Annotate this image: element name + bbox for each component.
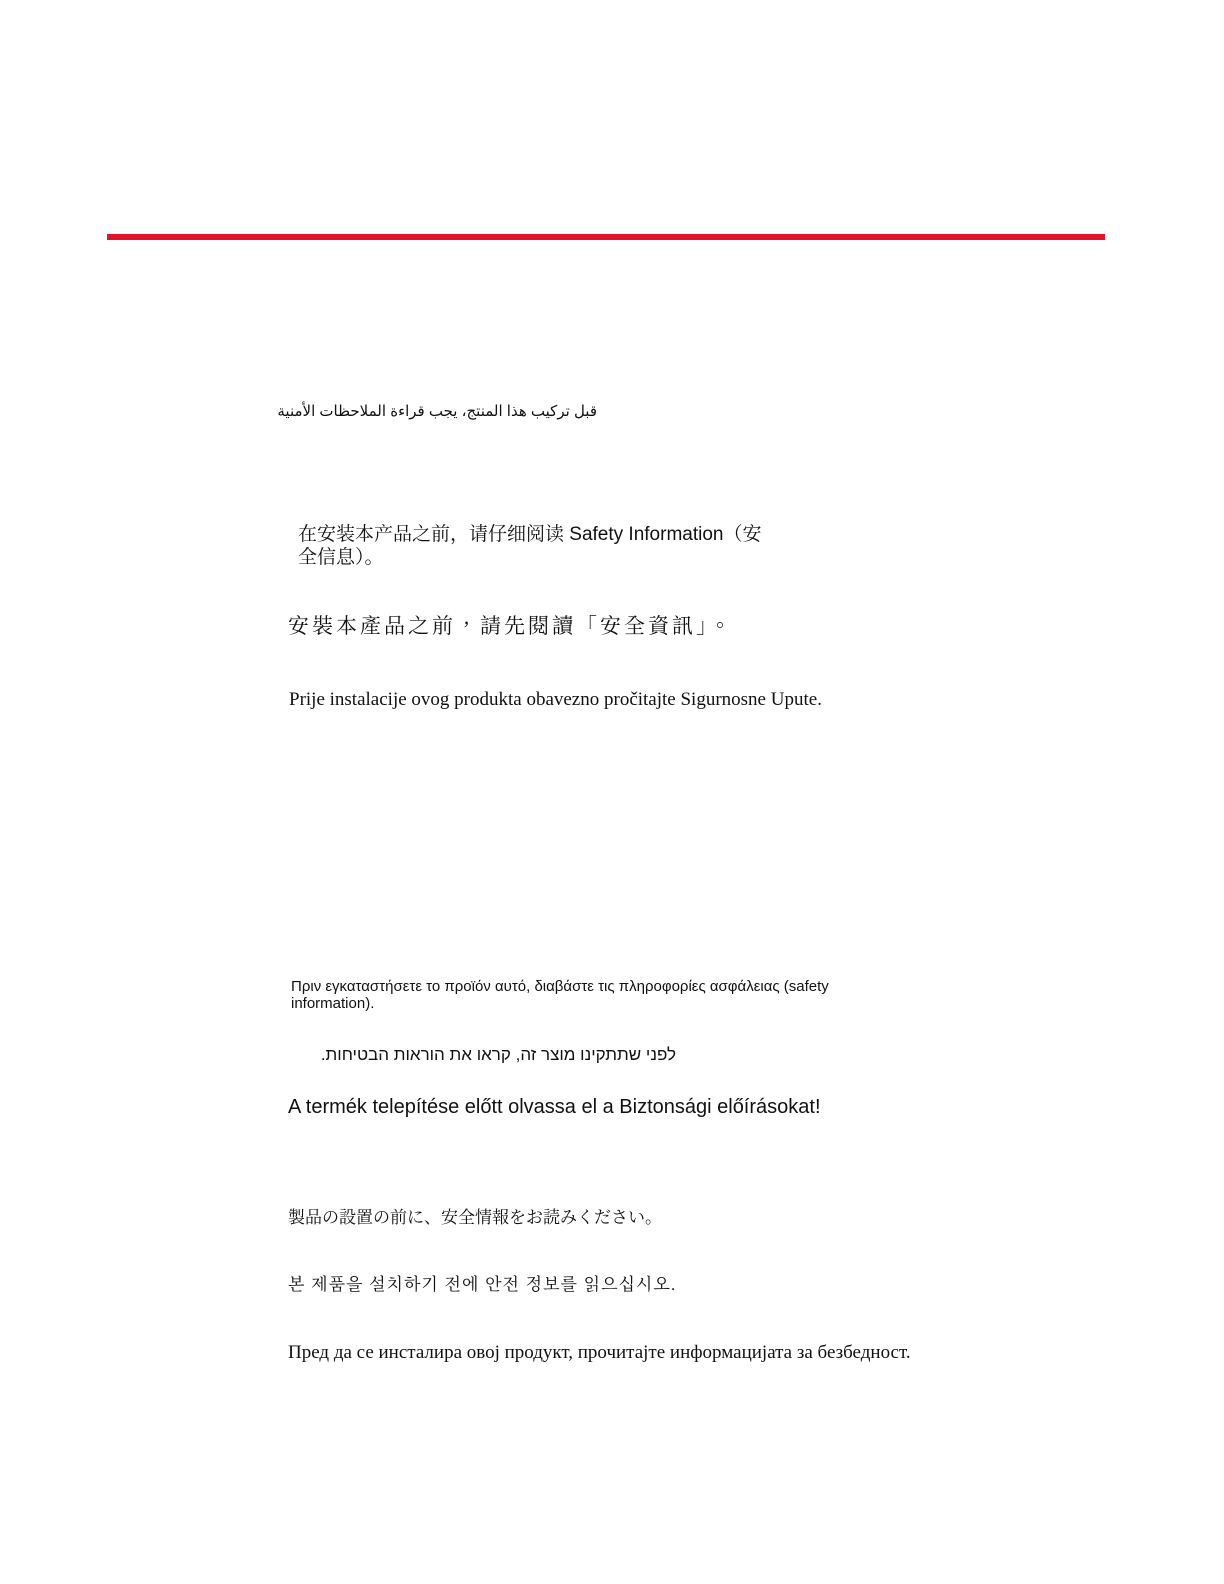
notice-arabic: قبل تركيب هذا المنتج، يجب قراءة الملاحظات الأمنية (277, 403, 597, 420)
notice-chinese-traditional: 安裝本產品之前，請先閱讀「安全資訊」。 (288, 614, 734, 638)
notice-chinese-simplified: 在安装本产品之前，请仔细阅读 Safety Information（安全信息）。 (298, 524, 762, 568)
notice-korean: 본 제품을 설치하기 전에 안전 정보를 읽으십시오. (288, 1275, 677, 1294)
notice-greek: Πριν εγκαταστήσετε το προϊόν αυτό, διαβάστε τις πληροφορίες ασφάλειας (safety information). (291, 978, 829, 1012)
notice-croatian: Prije instalacije ovog produkta obavezno pročitajte Sigurnosne Upute. (289, 689, 822, 710)
notice-japanese: 製品の設置の前に、安全情報をお読みください。 (288, 1208, 662, 1227)
notice-macedonian: Пред да се инсталира овој продукт, прочитајте информацијата за безбедност. (288, 1342, 911, 1363)
notice-hebrew: לפני שתתקינו מוצר זה, קראו את הוראות הבטיחות. (320, 1045, 676, 1064)
header-rule (107, 234, 1105, 240)
notice-hungarian: A termék telepítése előtt olvassa el a Biztonsági előírásokat! (288, 1096, 821, 1118)
